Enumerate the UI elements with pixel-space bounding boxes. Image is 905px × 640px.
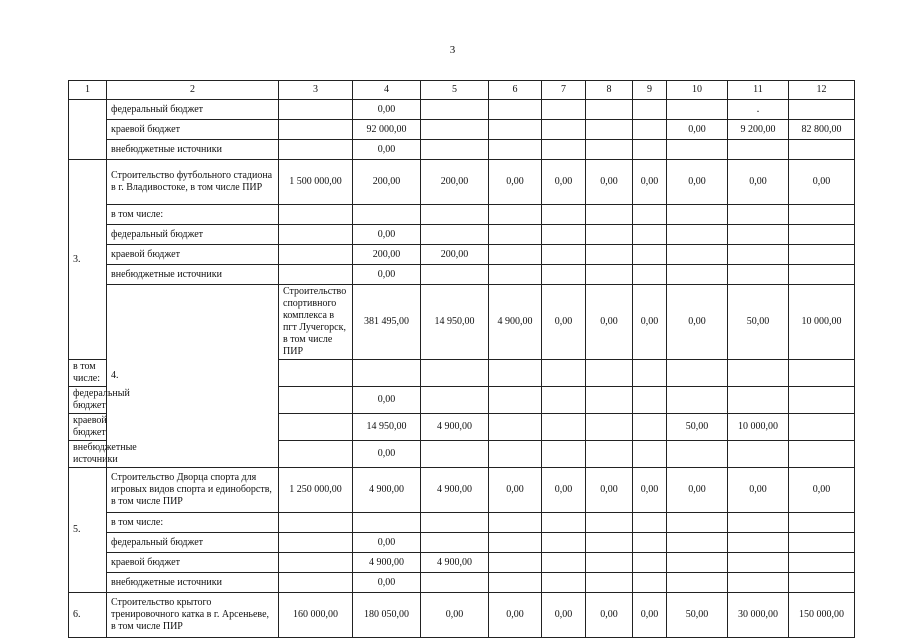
column-header: 1	[69, 81, 107, 100]
cell-value: 1 500 000,00	[279, 160, 353, 205]
row-label: в том числе:	[107, 513, 279, 533]
row-index: 3.	[69, 160, 107, 360]
row-label: краевой бюджет	[107, 553, 279, 573]
cell-value: 0,00	[353, 140, 421, 160]
cell-value: 82 800,00	[789, 120, 855, 140]
cell-value: 9 200,00	[728, 120, 789, 140]
cell-value: 0,00	[633, 593, 667, 638]
project-row	[69, 468, 855, 513]
project-name: Строительство крытого тренировочного катка в г. Арсеньеве, в том числе ПИР	[107, 593, 279, 638]
row-label: федеральный бюджет	[107, 533, 279, 553]
column-header: 9	[633, 81, 667, 100]
row-label: федеральный бюджет	[107, 100, 279, 120]
cell-value: 4 900,00	[489, 285, 542, 360]
cell-value: 0,00	[353, 387, 421, 414]
budget-table	[68, 80, 855, 638]
cell-value: 0,00	[353, 441, 421, 468]
cell-value: 50,00	[667, 414, 728, 441]
cell-value: 4 900,00	[353, 553, 421, 573]
column-header: 10	[667, 81, 728, 100]
table-row	[69, 140, 855, 160]
row-index	[69, 100, 107, 160]
cell-value: 200,00	[421, 245, 489, 265]
cell-value: 0,00	[353, 573, 421, 593]
column-header: 3	[279, 81, 353, 100]
column-header: 8	[586, 81, 633, 100]
row-label: краевой бюджет	[107, 120, 279, 140]
project-name: Строительство Дворца спорта для игровых видов спорта и единоборств, в том числе ПИР	[107, 468, 279, 513]
cell-value: 0,00	[542, 593, 586, 638]
cell-value: 381 495,00	[353, 285, 421, 360]
cell-value: 0,00	[586, 593, 633, 638]
cell-value: 0,00	[421, 593, 489, 638]
cell-value: 4 900,00	[353, 468, 421, 513]
cell-value: 0,00	[542, 285, 586, 360]
row-index: 6.	[69, 593, 107, 638]
row-label: федеральный бюджет	[107, 225, 279, 245]
table-row	[69, 533, 855, 553]
table-row	[69, 265, 855, 285]
column-header: 5	[421, 81, 489, 100]
cell-value: 0,00	[633, 160, 667, 205]
row-label: краевой бюджет	[69, 414, 107, 441]
cell-value: 0,00	[728, 160, 789, 205]
cell-value: 0,00	[667, 160, 728, 205]
row-label: в том числе:	[69, 360, 107, 387]
cell-value: 0,00	[489, 160, 542, 205]
project-row	[69, 593, 855, 638]
table-row	[69, 120, 855, 140]
cell-value: 160 000,00	[279, 593, 353, 638]
row-label: внебюджетные источники	[107, 573, 279, 593]
cell-value: 30 000,00	[728, 593, 789, 638]
row-label: внебюджетные источники	[107, 140, 279, 160]
cell-value: 0,00	[633, 285, 667, 360]
project-row	[69, 285, 855, 360]
table-row	[69, 205, 855, 225]
table-row	[69, 245, 855, 265]
cell-value: 0,00	[489, 468, 542, 513]
project-row	[69, 160, 855, 205]
table-row	[69, 573, 855, 593]
column-header: 6	[489, 81, 542, 100]
cell-value: 150 000,00	[789, 593, 855, 638]
cell-value: 0,00	[586, 160, 633, 205]
column-header: 2	[107, 81, 279, 100]
cell-value: 0,00	[353, 100, 421, 120]
cell-value: 1 250 000,00	[279, 468, 353, 513]
row-label: краевой бюджет	[107, 245, 279, 265]
cell-value: 50,00	[667, 593, 728, 638]
cell-value: 14 950,00	[421, 285, 489, 360]
cell-value: 0,00	[353, 225, 421, 245]
cell-value: 0,00	[586, 468, 633, 513]
table-row	[69, 100, 855, 120]
page-number: 3	[449, 44, 456, 56]
cell-value: 0,00	[489, 593, 542, 638]
cell-value: 50,00	[728, 285, 789, 360]
cell-value: 14 950,00	[353, 414, 421, 441]
cell-value: 0,00	[667, 285, 728, 360]
project-name: Строительство футбольного стадиона в г. Владивостоке, в том числе ПИР	[107, 160, 279, 205]
cell-value: 4 900,00	[421, 414, 489, 441]
row-label: в том числе:	[107, 205, 279, 225]
column-header: 7	[542, 81, 586, 100]
column-header: 12	[789, 81, 855, 100]
cell-value: 0,00	[667, 468, 728, 513]
cell-value: 200,00	[353, 160, 421, 205]
cell-value: 0,00	[542, 160, 586, 205]
cell-value: 0,00	[633, 468, 667, 513]
table-row	[69, 225, 855, 245]
table-row	[69, 513, 855, 533]
cell-value: 0,00	[789, 160, 855, 205]
project-name: Строительство спортивного комплекса в пгт Лучегорск, в том числе ПИР	[279, 285, 353, 360]
cell-value: 0,00	[542, 468, 586, 513]
header-row	[69, 81, 855, 100]
cell-value: 10 000,00	[728, 414, 789, 441]
row-index: 4.	[107, 285, 279, 468]
cell-value: 0,00	[789, 468, 855, 513]
column-header: 11	[728, 81, 789, 100]
row-label: внебюджетные источники	[69, 441, 107, 468]
cell-value: 0,00	[728, 468, 789, 513]
cell-value: 0,00	[353, 265, 421, 285]
stray-mark: .	[756, 100, 760, 115]
cell-value: 200,00	[353, 245, 421, 265]
row-label: внебюджетные источники	[107, 265, 279, 285]
cell-value: 0,00	[353, 533, 421, 553]
table-row	[69, 553, 855, 573]
row-index: 5.	[69, 468, 107, 593]
row-label: федеральный бюджет	[69, 387, 107, 414]
column-header: 4	[353, 81, 421, 100]
cell-value: 180 050,00	[353, 593, 421, 638]
cell-value: 0,00	[586, 285, 633, 360]
cell-value: 4 900,00	[421, 553, 489, 573]
cell-value: 0,00	[667, 120, 728, 140]
cell-value: 92 000,00	[353, 120, 421, 140]
cell-value: 4 900,00	[421, 468, 489, 513]
cell-value: 10 000,00	[789, 285, 855, 360]
cell-value: 200,00	[421, 160, 489, 205]
